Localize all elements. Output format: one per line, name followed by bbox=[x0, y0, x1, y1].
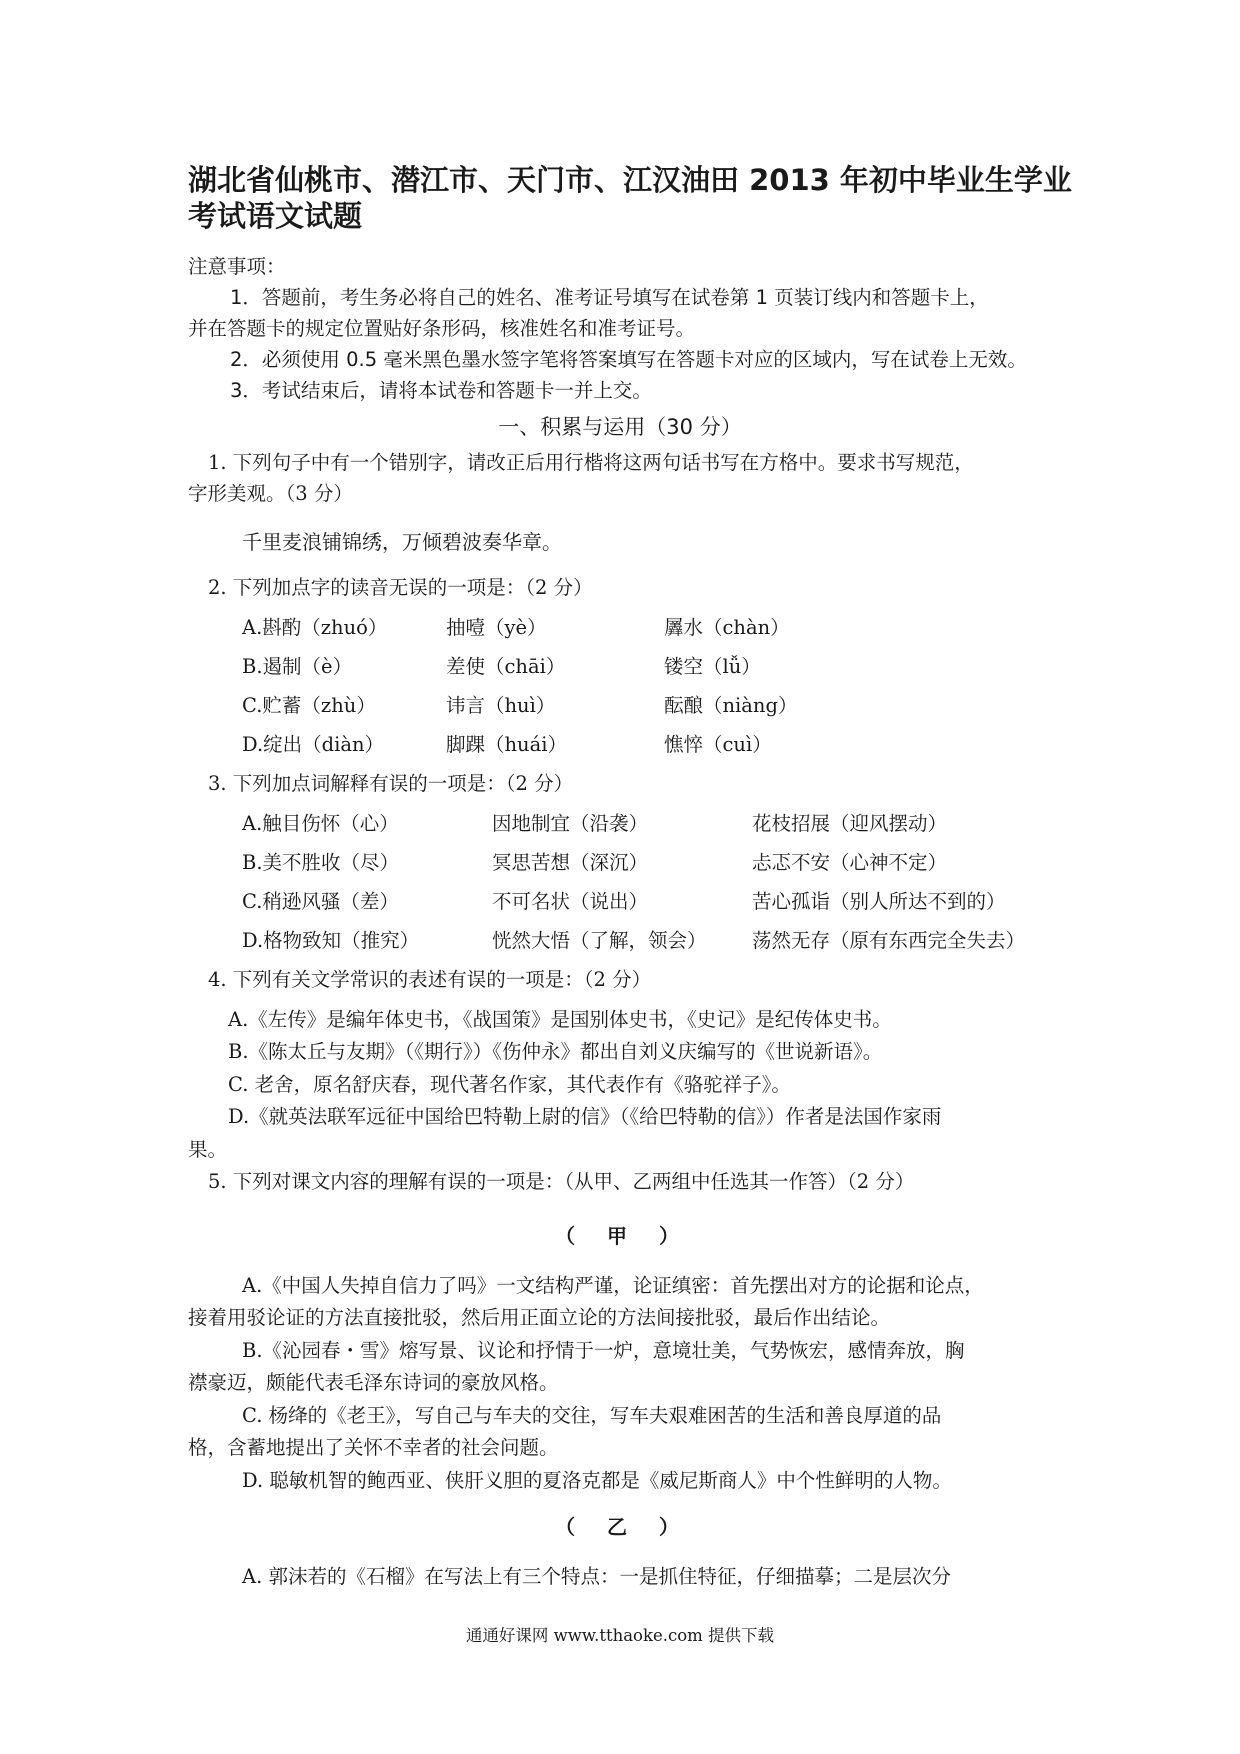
q4-stem: 4. 下列有关文学常识的表述有误的一项是：（2 分） bbox=[208, 968, 652, 991]
q5-stem: 5. 下列对课文内容的理解有误的一项是：（从甲、乙两组中任选其一作答）（2 分） bbox=[208, 1170, 915, 1193]
q5-group-yi-heading: （ 乙 ） bbox=[555, 1515, 685, 1539]
q2-option-b2: 差使（chāi） bbox=[446, 655, 566, 678]
q5-jia-a-line1: A.《中国人失掉自信力了吗》一文结构严谨，论证缜密：首先摆出对方的论据和论点， bbox=[242, 1274, 984, 1297]
note-item-2: 2．必须使用 0.5 毫米黑色墨水签字笔将答案填写在答题卡对应的区域内，写在试卷上无效。 bbox=[230, 348, 1027, 371]
q2-option-a1: A.斟酌（zhuó） bbox=[242, 616, 388, 639]
q2-option-c1: C.贮蓄（zhù） bbox=[242, 694, 376, 717]
q3-option-d3: 荡然无存（原有东西完全失去） bbox=[752, 929, 1026, 952]
q3-option-b1: B.美不胜收（尽） bbox=[242, 851, 400, 874]
q2-option-b1: B.遏制（è） bbox=[242, 655, 353, 678]
q3-option-a2: 因地制宜（沿袭） bbox=[492, 812, 649, 835]
q3-option-c1: C.稍逊风骚（差） bbox=[242, 890, 399, 913]
q2-option-d3: 憔悴（cuì） bbox=[664, 733, 772, 756]
exam-title-line1: 湖北省仙桃市、潜江市、天门市、江汉油田 2013 年初中毕业生学业 bbox=[188, 163, 1072, 197]
q2-option-a2: 抽噎（yè） bbox=[446, 616, 547, 639]
q5-jia-d: D. 聪敏机智的鲍西亚、侠肝义胆的夏洛克都是《威尼斯商人》中个性鲜明的人物。 bbox=[242, 1469, 952, 1492]
q3-option-b3: 忐忑不安（心神不定） bbox=[752, 851, 948, 874]
q5-jia-b-line1: B.《沁园春・雪》熔写景、议论和抒情于一炉，意境壮美，气势恢宏，感情奔放，胸 bbox=[242, 1339, 965, 1362]
q2-option-d1: D.绽出（diàn） bbox=[242, 733, 385, 756]
q1-quote: 千里麦浪铺锦绣，万倾碧波奏华章。 bbox=[242, 530, 562, 554]
note-item-1-line2: 并在答题卡的规定位置贴好条形码，核准姓名和准考证号。 bbox=[188, 317, 696, 340]
q1-stem-line1: 1. 下列句子中有一个错别字，请改正后用行楷将这两句话书写在方格中。要求书写规范， bbox=[208, 451, 974, 474]
q2-option-c2: 讳言（huì） bbox=[446, 694, 556, 717]
notes-heading: 注意事项： bbox=[188, 255, 286, 278]
q1-stem-line2: 字形美观。（3 分） bbox=[188, 482, 353, 505]
q3-option-b2: 冥思苦想（深沉） bbox=[492, 851, 649, 874]
q3-option-a3: 花枝招展（迎风摆动） bbox=[752, 812, 948, 835]
section-1-heading: 一、积累与运用（30 分） bbox=[498, 415, 742, 439]
q4-option-d-line1: D.《就英法联军远征中国给巴特勒上尉的信》（《给巴特勒的信》）作者是法国作家雨 bbox=[228, 1105, 942, 1128]
q2-stem: 2. 下列加点字的读音无误的一项是：（2 分） bbox=[208, 576, 593, 599]
page-footer: 通通好课网 www.tthaoke.com 提供下载 bbox=[465, 1626, 775, 1645]
q3-option-c3: 苦心孤诣（别人所达不到的） bbox=[752, 890, 1006, 913]
note-item-1-line1: 1．答题前，考生务必将自己的姓名、准考证号填写在试卷第 1 页装订线内和答题卡上， bbox=[230, 286, 989, 309]
note-item-3: 3．考试结束后，请将本试卷和答题卡一并上交。 bbox=[230, 379, 652, 402]
q5-jia-a-line2: 接着用驳论证的方法直接批驳，然后用正面立论的方法间接批驳，最后作出结论。 bbox=[188, 1306, 891, 1329]
q4-option-c: C. 老舍，原名舒庆春，现代著名作家，其代表作有《骆驼祥子》。 bbox=[228, 1073, 791, 1096]
q4-option-d-line2: 果。 bbox=[188, 1138, 228, 1161]
q2-option-a3: 羼水（chàn） bbox=[664, 616, 790, 639]
q2-option-d2: 脚踝（huái） bbox=[446, 733, 567, 756]
q4-option-b: B.《陈太丘与友期》（《期行》）《伤仲永》都出自刘义庆编写的《世说新语》。 bbox=[228, 1040, 883, 1063]
q2-option-b3: 镂空（lǚ） bbox=[664, 655, 761, 678]
q3-stem: 3. 下列加点词解释有误的一项是：（2 分） bbox=[208, 772, 574, 795]
q4-option-a: A.《左传》是编年体史书，《战国策》是国别体史书，《史记》是纪传体史书。 bbox=[228, 1008, 892, 1031]
q3-option-d2: 恍然大悟（了解，领会） bbox=[492, 929, 707, 952]
q5-group-jia-heading: （ 甲 ） bbox=[555, 1224, 685, 1248]
q5-jia-c-line2: 格，含蓄地提出了关怀不幸者的社会问题。 bbox=[188, 1436, 559, 1459]
q3-option-a1: A.触目伤怀（心） bbox=[242, 812, 399, 835]
q5-yi-a-line1: A. 郭沫若的《石榴》在写法上有三个特点：一是抓住特征，仔细描摹；二是层次分 bbox=[242, 1565, 951, 1588]
exam-title-line2: 考试语文试题 bbox=[188, 199, 363, 233]
q3-option-d1: D.格物致知（推究） bbox=[242, 929, 420, 952]
q2-option-c3: 酝酿（niàng） bbox=[664, 694, 798, 717]
q3-option-c2: 不可名状（说出） bbox=[492, 890, 649, 913]
q5-jia-b-line2: 襟豪迈，颇能代表毛泽东诗词的豪放风格。 bbox=[188, 1371, 559, 1394]
q5-jia-c-line1: C. 杨绛的《老王》，写自己与车夫的交往，写车夫艰难困苦的生活和善良厚道的品 bbox=[242, 1404, 942, 1427]
